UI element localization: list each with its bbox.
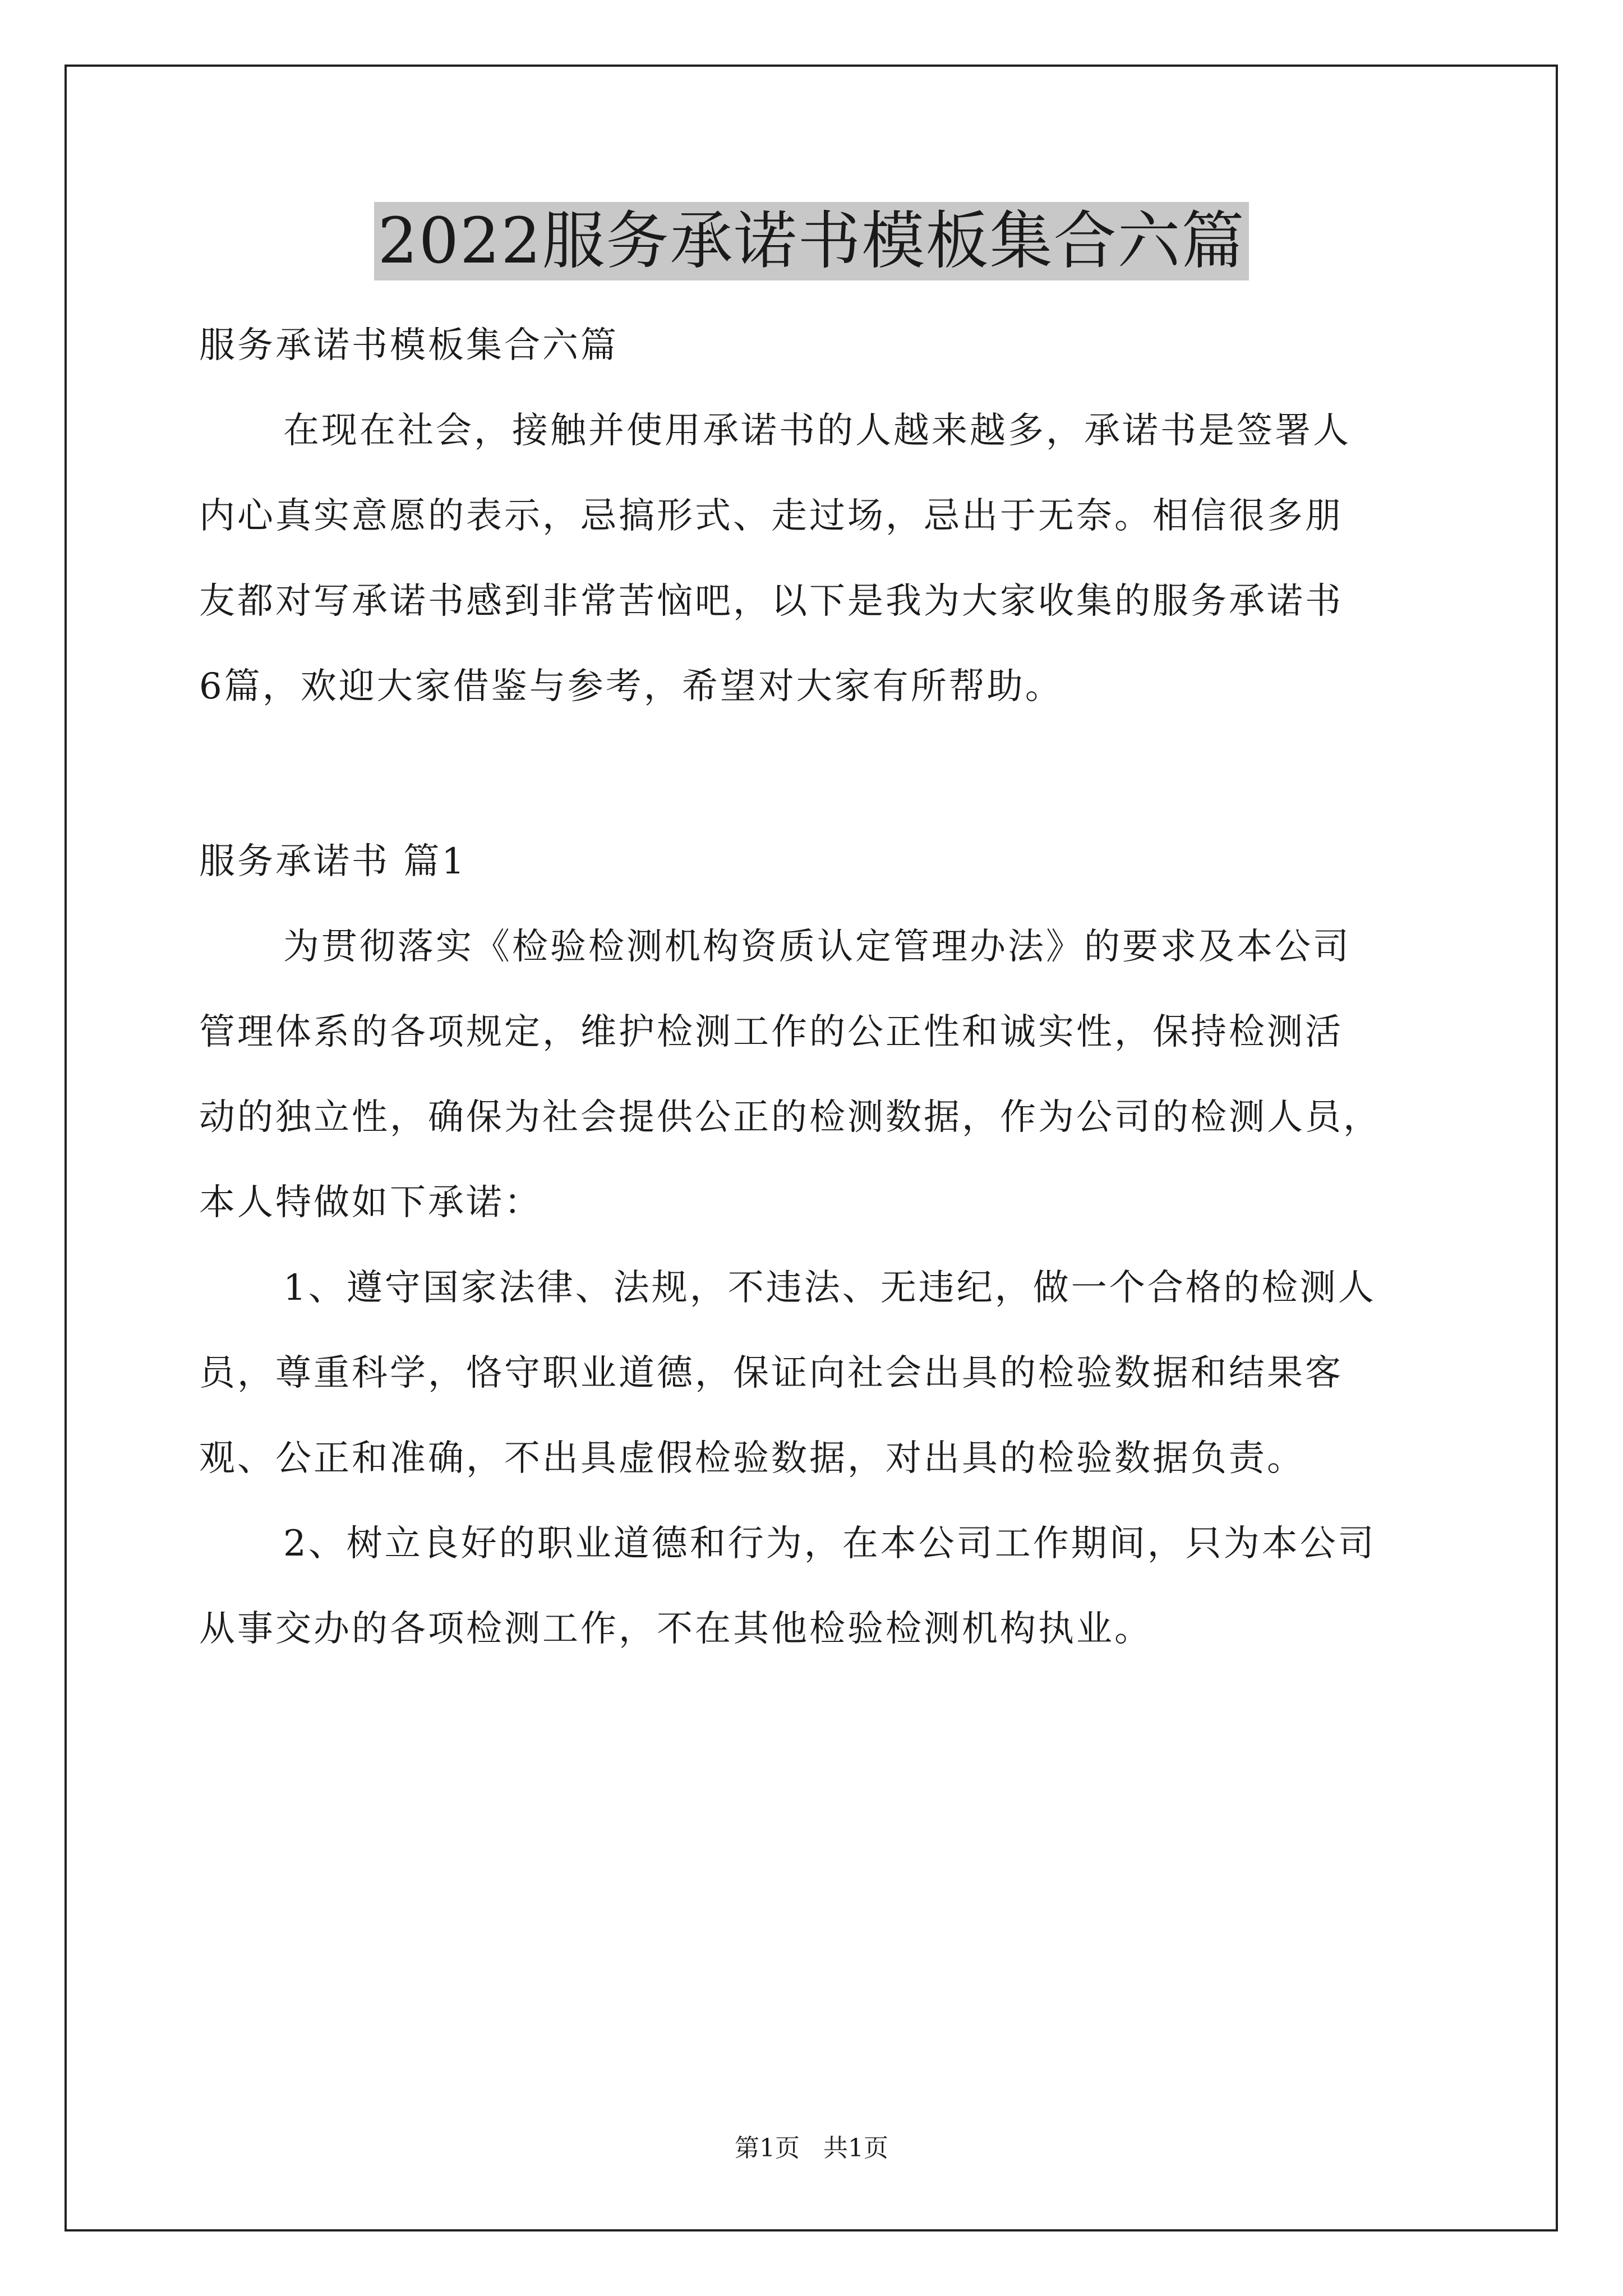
section-line: 管理体系的各项规定，维护检测工作的公正性和诚实性，保持检测活 — [199, 1011, 1343, 1053]
section-line: 观、公正和准确，不出具虚假检验数据，对出具的检验数据负责。 — [199, 1438, 1305, 1479]
section-line: 本人特做如下承诺： — [199, 1182, 542, 1223]
intro-line: 内心真实意愿的表示，忌搞形式、走过场，忌出于无奈。相信很多朋 — [199, 495, 1343, 537]
section-line: 1、遵守国家法律、法规，不违法、无违纪，做一个合格的检测人 — [283, 1267, 1376, 1309]
title-container — [0, 202, 1623, 280]
section-line: 从事交办的各项检测工作，不在其他检验检测机构执业。 — [199, 1608, 1152, 1650]
intro-line: 在现在社会，接触并使用承诺书的人越来越多，承诺书是签署人 — [283, 410, 1351, 452]
section-line: 2、树立良好的职业道德和行为，在本公司工作期间，只为本公司 — [283, 1523, 1376, 1565]
intro-line: 友都对写承诺书感到非常苦恼吧，以下是我为大家收集的服务承诺书 — [199, 581, 1343, 622]
section-line: 为贯彻落实《检验检测机构资质认定管理办法》的要求及本公司 — [283, 926, 1351, 968]
document-subtitle: 服务承诺书模板集合六篇 — [199, 325, 619, 366]
intro-line: 6篇，欢迎大家借鉴与参考，希望对大家有所帮助。 — [199, 666, 1063, 707]
section-line: 动的独立性，确保为社会提供公正的检测数据，作为公司的检测人员， — [199, 1097, 1381, 1138]
page-footer: 第1页 共1页 — [735, 2134, 888, 2162]
document-body — [199, 303, 1433, 1672]
spacer — [199, 729, 1433, 819]
section-line: 员，尊重科学，恪守职业道德，保证向社会出具的检验数据和结果客 — [199, 1352, 1343, 1394]
document-title: 2022服务承诺书模板集合六篇 — [374, 202, 1248, 280]
section-heading: 服务承诺书 篇1 — [199, 841, 467, 882]
